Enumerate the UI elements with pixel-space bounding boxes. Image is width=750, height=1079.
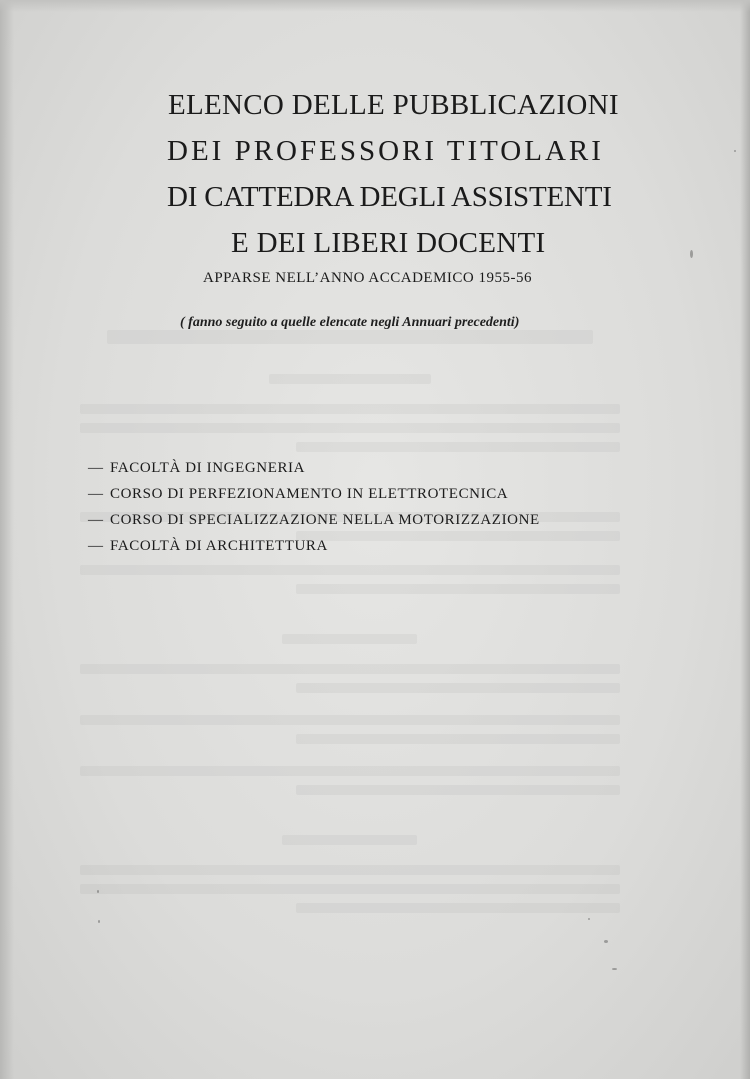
- title-line-4: E DEI LIBERI DOCENTI: [231, 227, 546, 259]
- list-item-label: FACOLTÀ DI ARCHITETTURA: [110, 538, 328, 554]
- list-item-label: CORSO DI SPECIALIZZAZIONE NELLA MOTORIZZAZIONE: [110, 512, 540, 528]
- list-item: [88, 507, 540, 533]
- page-edge-right: [740, 0, 750, 1079]
- list-dash: —: [88, 460, 104, 476]
- document-note: ( fanno seguito a quelle elencate negli Annuari precedenti): [180, 315, 520, 330]
- list-dash: —: [88, 538, 104, 554]
- bleed-through-background: [80, 330, 620, 922]
- faculty-list: [88, 455, 540, 559]
- title-line-1: ELENCO DELLE PUBBLICAZIONI: [168, 89, 619, 121]
- list-item-label: FACOLTÀ DI INGEGNERIA: [110, 460, 306, 476]
- document-subtitle: APPARSE NELL’ANNO ACCADEMICO 1955-56: [203, 270, 533, 286]
- list-dash: —: [88, 486, 104, 502]
- list-item-label: CORSO DI PERFEZIONAMENTO IN ELETTROTECNICA: [110, 486, 509, 502]
- title-line-2: DEI PROFESSORI TITOLARI: [167, 135, 604, 167]
- list-item: [88, 481, 540, 507]
- page-edge-top: [0, 0, 750, 12]
- list-item: [88, 455, 540, 481]
- list-item: [88, 533, 540, 559]
- list-dash: —: [88, 512, 104, 528]
- title-line-3: DI CATTEDRA DEGLI ASSISTENTI: [167, 181, 612, 213]
- page-edge-left: [0, 0, 14, 1079]
